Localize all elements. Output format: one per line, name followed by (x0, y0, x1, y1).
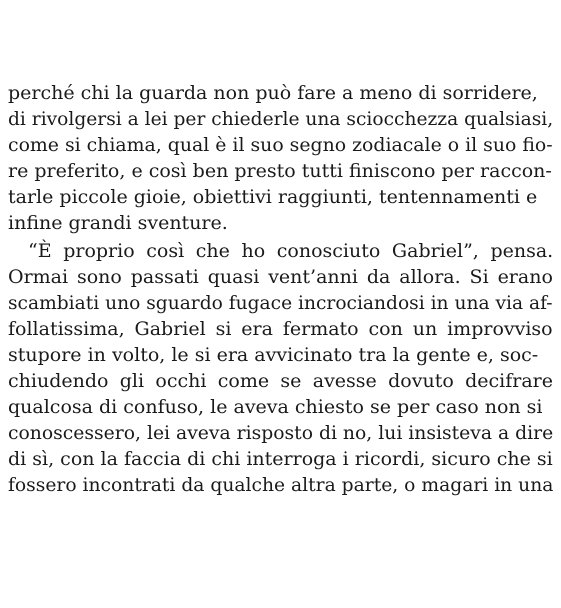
text-line: scambiati uno sguardo fugace incrociandosi in una via af- (8, 292, 553, 314)
text-line: di sì, con la faccia di chi interroga i ricordi, sicuro che si (8, 448, 553, 470)
text-line: conoscessero, lei aveva risposto di no, lui insisteva a dire (8, 422, 554, 444)
text-line: re preferito, e così ben presto tutti finiscono per raccon- (8, 160, 552, 182)
text-line: di rivolgersi a lei per chiederle una sciocchezza qualsiasi, (8, 108, 554, 130)
text-line: come si chiama, qual è il suo segno zodiacale o il suo fio- (8, 134, 553, 156)
text-line: follatissima, Gabriel si era fermato con un improvviso (8, 318, 553, 340)
text-line: Ormai sono passati quasi vent’anni da allora. Si erano (8, 266, 553, 288)
text-line: tarle piccole gioie, obiettivi raggiunti, tentennamenti e (8, 186, 538, 208)
text-line: qualcosa di confuso, le aveva chiesto se per caso non si (8, 396, 543, 418)
text-line: infine grandi sventure. (8, 212, 228, 234)
text-line: chiudendo gli occhi come se avesse dovuto decifrare (8, 370, 553, 392)
text-line: fossero incontrati da qualche altra parte, o magari in una (8, 474, 554, 496)
text-line: perché chi la guarda non può fare a meno di sorridere, (8, 82, 538, 104)
text-line: “È proprio così che ho conosciuto Gabriel”, pensa. (28, 240, 554, 262)
text-line: stupore in volto, le si era avvicinato tra la gente e, soc- (8, 344, 539, 366)
